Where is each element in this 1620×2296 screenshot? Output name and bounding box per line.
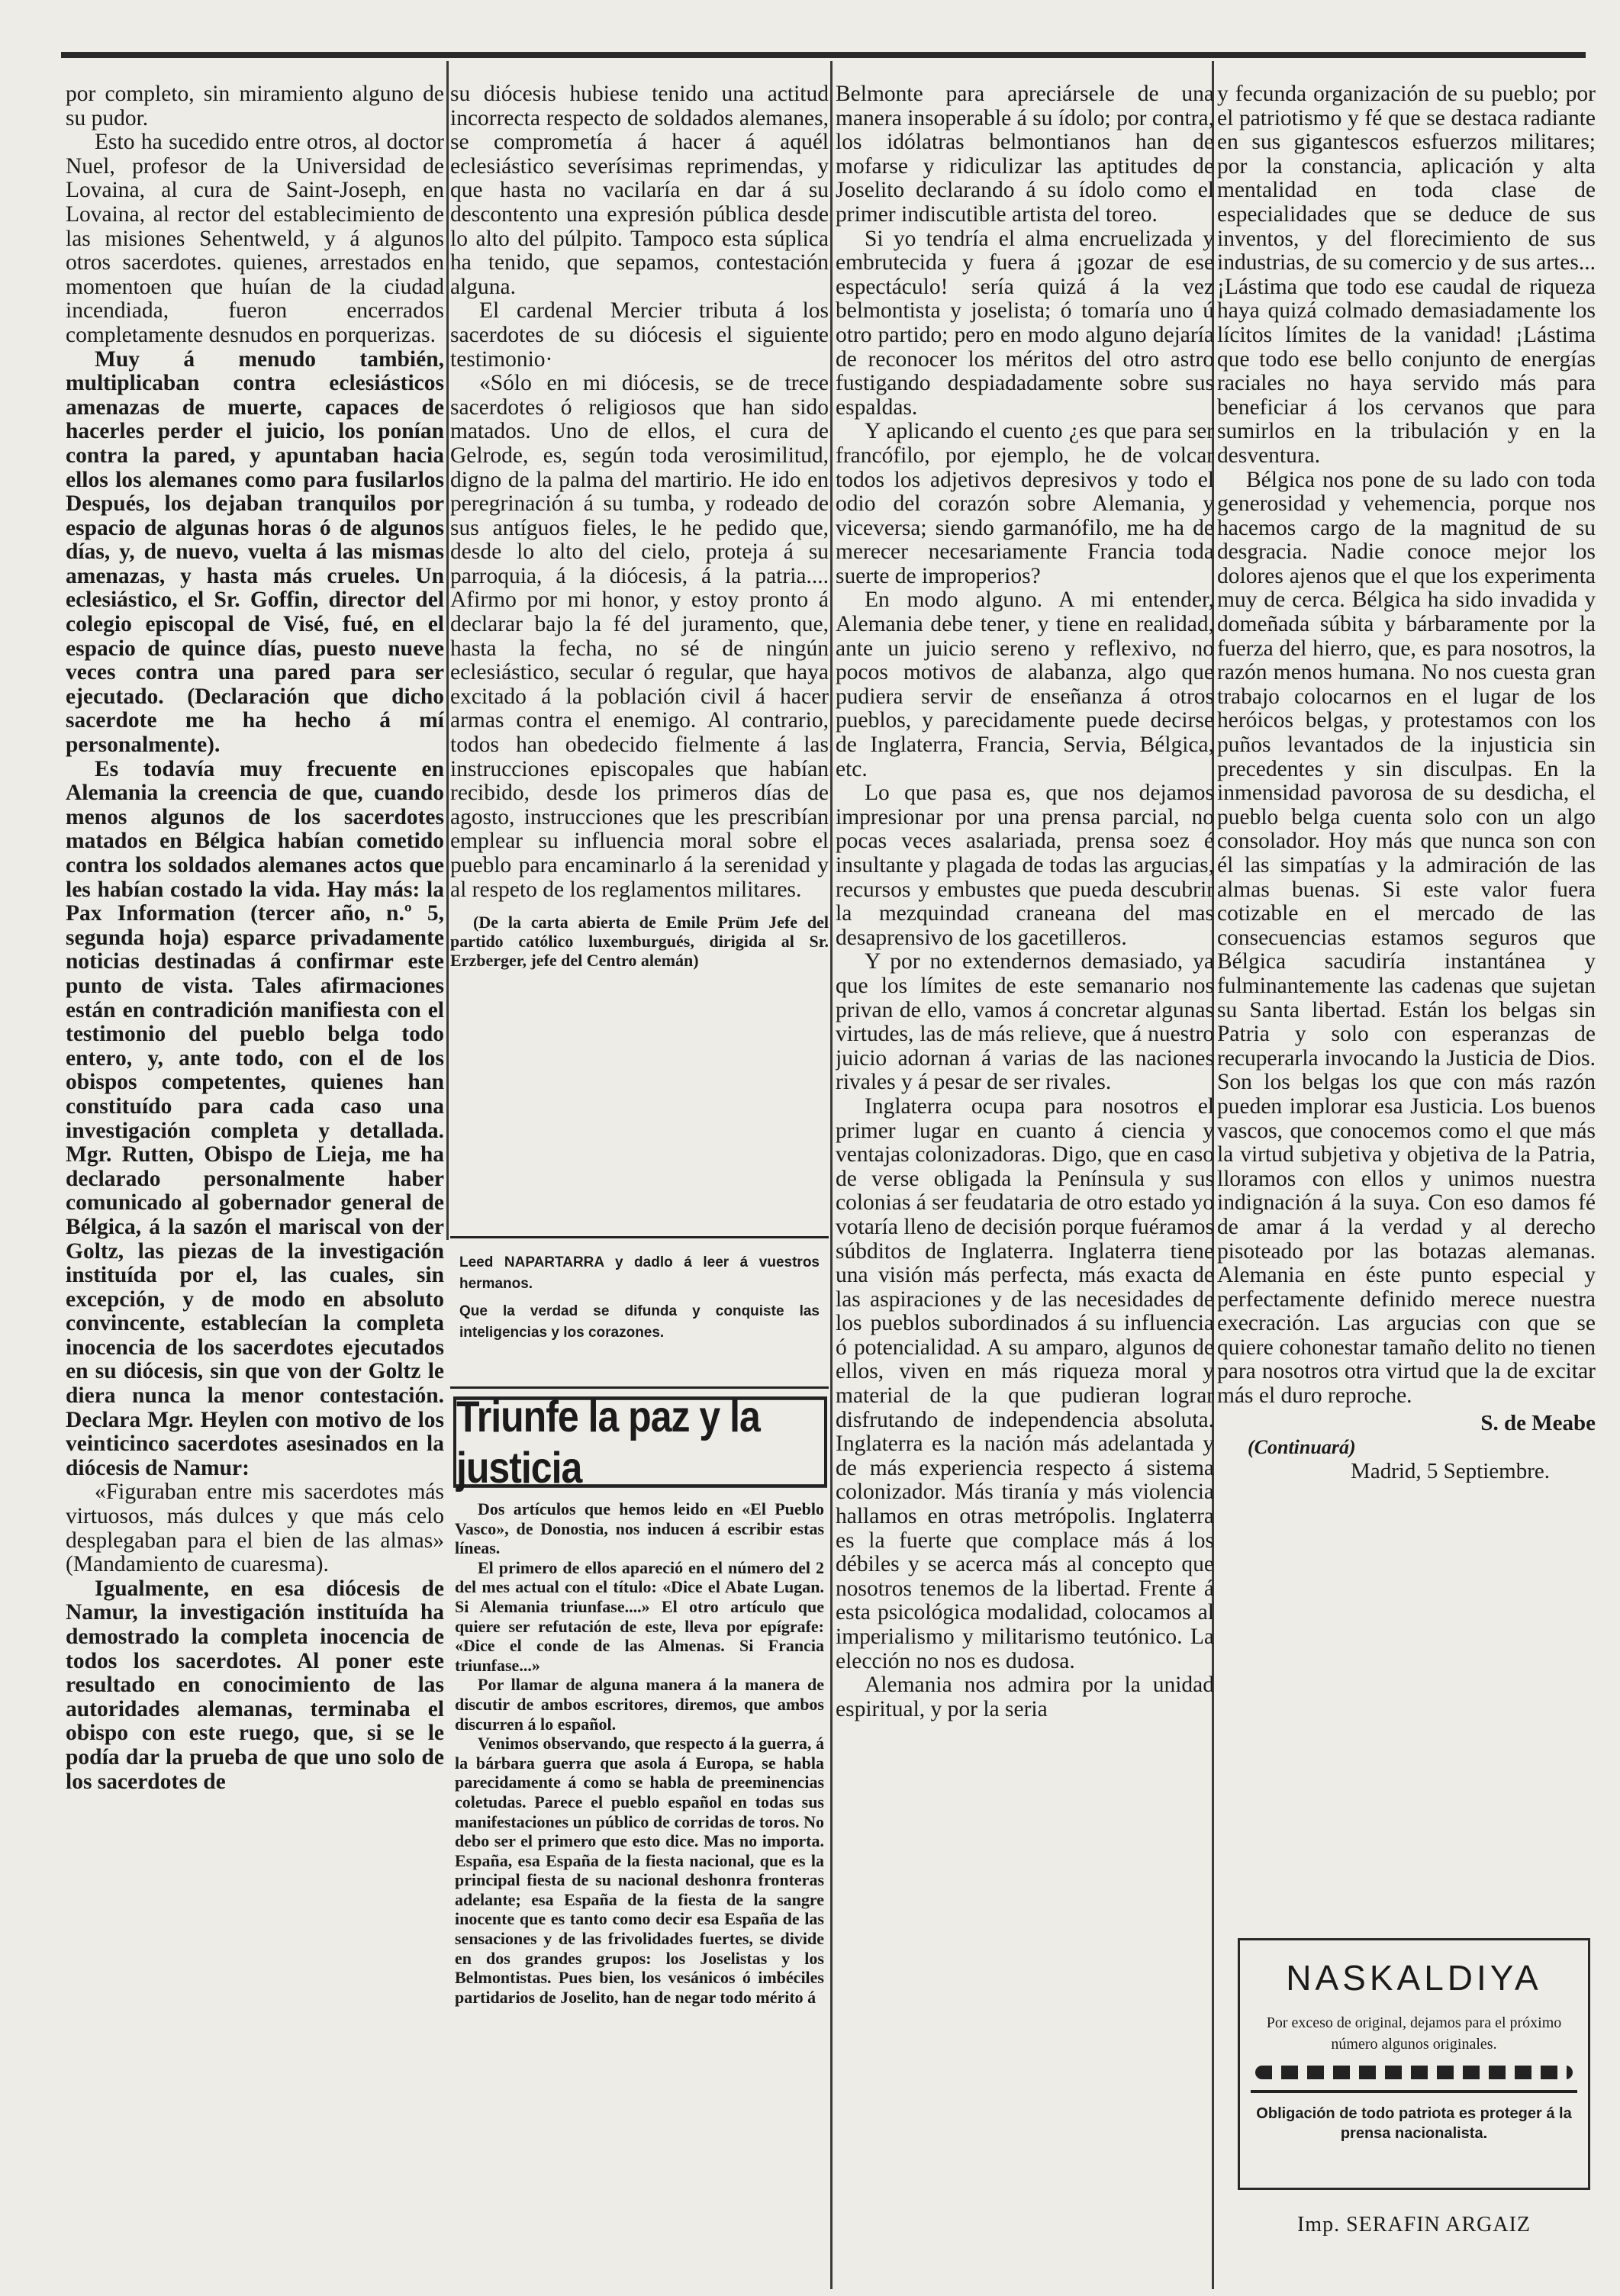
column-2 [450, 82, 829, 1242]
column-4 [1217, 82, 1596, 1937]
naskaldiya-title: NASKALDIYA [1286, 1958, 1542, 1998]
paragraph: Venimos observando, que respecto á la guerra, á la bárbara guerra que asola á Europa, se habla parecidamente á como se habla de preeminencias coletudas. Parece el pueblo español en todas sus manifestaciones un público de corridas de toros. No debo ser el primero que esto dice. Mas no importa. España, esa España de la fiesta nacional, que es la principal fiesta de su nacional deshonra fronteras adelante; esa España de la fiesta de la sangre inocente que es tanto como decir esa España de las sensaciones y de las frivolidades fuertes, se divide en dos grandes grupos: los Joselistas y los Belmontistas. Pues bien, los vesánicos ó imbéciles partidarios de Joselito, han de negar todo mérito á [455, 1734, 824, 2007]
author-signature: S. de Meabe [1480, 1410, 1596, 1435]
column-3 [836, 82, 1214, 2295]
paragraph: Lo que pasa es, que nos dejamos impresionar por una prensa parcial, no pocas veces asalariada, prensa soez é insultante y plagada de todas las argucias, recursos y embustes que pueda descubrir la mezquindad craneana del mas desaprensivo de los gacetilleros. [836, 781, 1214, 950]
letter-source: (De la carta abierta de Emile Prüm Jefe del partido católico luxemburgués, dirigida al Sr. Erzberger, jefe del Centro alemán) [450, 913, 829, 971]
ornament-divider [1255, 2066, 1573, 2079]
paragraph: y fecunda organización de su pueblo; por el patriotismo y fé que se destaca radiante en sus gigantescos esfuerzos militares; por la constancia, aplicación y alta mentalidad en toda clase de especialidades que se deduce de sus inventos, y del florecimiento de sus industrias, de su comercio y de sus artes... ¡Lástima que todo ese caudal de riqueza haya quizá colmado demasiadamente los lícitos límites de la vanidad! ¡Lástima que todo ese bello conjunto de energías raciales no haya servido más para beneficiar á los cervanos que para sumirlos en la tribulación y en la desventura. [1217, 82, 1596, 468]
paragraph: su diócesis hubiese tenido una actitud incorrecta respecto de soldados alemanes, se comprometía á hacer á aquél eclesiástico severísimas reprimendas, y que hasta no vacilaría en dar á su descontento una expresión pública desde lo alto del púlpito. Tampoco esta súplica ha tenido, que sepamos, contestación alguna. [450, 82, 829, 299]
paragraph: El primero de ellos apareció en el número del 2 del mes actual con el título: «Dice el Abate Lugan. Si Alemania triunfase....» El otro artículo que quiere ser refutación de este, lleva por epígrafe: «Dice el conde de las Almenas. Si Francia triunfase...» [455, 1557, 824, 1675]
column-1 [66, 82, 444, 2295]
paragraph: Esto ha sucedido entre otros, al doctor Nuel, profesor de la Universidad de Lovaina, al cura de Saint-Joseph, en Lovaina, al rector del establecimiento de las misiones Sehentweld, y á algunos otros sacerdotes. quienes, arrestados en momentoen que huían de la ciudad incendiada, fueron encerrados completamente desnudos en porquerizas. [66, 130, 444, 347]
paragraph: Y por no extendernos demasiado, ya que los límites de este semanario nos privan de ello, vamos á concretar algunas virtudes, las de más relieve, que á nuestro juicio adornan á varias de las naciones rivales y á pesar de ser rivales. [836, 949, 1214, 1095]
paragraph: El cardenal Mercier tributa á los sacerdotes de su diócesis el siguiente testimonio· [450, 298, 829, 372]
naskaldiya-box [1238, 1938, 1590, 2190]
column-divider [830, 61, 833, 2289]
column-divider [446, 61, 449, 1240]
article-body-triunfe [455, 1499, 824, 2278]
continued-note: (Continuará) [1248, 1436, 1356, 1459]
article-headline [453, 1392, 827, 1493]
paragraph: Por llamar de alguna manera á la manera de discutir de ambos escritores, diremos, que ambos discurren á lo español. [455, 1675, 824, 1734]
paragraph: Bélgica nos pone de su lado con toda generosidad y vehemencia, porque nos hacemos cargo de la magnitud de su desgracia. Nadie conoce mejor los dolores ajenos que el que los experimenta muy de cerca. Bélgica ha sido invadida y domeñada súbita y bárbaramente por la fuerza del hierro, que, es para nosotros, la razón menos humana. No nos cuesta gran trabajo colocarnos en el lugar de los heróicos belgas, y protestamos con los puños levantados de la injusticia sin precedentes y sin disculpas. En la inmensidad pavorosa de su desdicha, el pueblo belga cuenta solo con un algo consolador. Hoy más que nunca son con él las simpatías y la admiración de las almas buenas. Si este valor fuera cotizable en el mercado de las consecuencias estamos seguros que Bélgica sacudiría instantánea y fulminantemente las cadenas que sujetan su Santa libertad. Están los belgas sin Patria y solo con esperanzas de recuperarla invocando la Justicia de Dios. Son los belgas los que con más razón pueden implorar esa Justicia. Los buenos vascos, que conocemos como el que más la virtud subjetiva y objetiva de la Patria, lloramos con ellos y unimos nuestra indignación á la suya. Con eso damos fé de amar á la verdad y al derecho pisoteado por las botazas alemanas. Alemania en éste punto especial y perfectamente definido merece nuestra execración. Las argucias con que se quiere cohonestar tamaño delito no tienen para nosotros otra virtud que la de excitar más el duro reproche. [1217, 467, 1596, 1409]
lead-box-line-1: Leed NAPARTARRA y dadlo á leer á vuestros hermanos. [459, 1254, 820, 1292]
paragraph: Muy á menudo también, multiplicaban contra eclesiásticos amenazas de muerte, capaces de hacerles perder el juicio, los ponían contra la pared, y apuntaban hacia ellos los alemanes como para fusilarlos Después, los dejaban tranquilos por espacio de algunas horas ó de algunos días, y, de nuevo, vuelta á las mismas amenazas, y hasta más crueles. Un eclesiástico, el Sr. Goffin, director del colegio episcopal de Visé, fué, en el espacio de quince días, puesto nueve veces contra una pared para ser ejecutado. (Declaración que dicho sacerdote me ha hecho á mí personalmente). [66, 346, 444, 758]
paragraph: Es todavía muy frecuente en Alemania la creencia de que, cuando menos algunos de los sacerdotes matados en Bélgica habían cometido contra los soldados alemanes actos que les habían costado la vida. Hay más: la Pax Information (tercer año, n.º 5, segunda hoja) esparce privadamente noticias destinadas á confirmar este punto de vista. Tales afirmaciones están en contradición manifiesta con el testimonio del pueblo belga todo entero, y, ante todo, con el de los obispos competentes, quienes han constituído para cada caso una investigación completa y detallada. Mgr. Rutten, Obispo de Lieja, me ha declarado personalmente haber comunicado al gobernador general de Bélgica, á la sazón el mariscal von der Goltz, las piezas de la investigación instituída por el, las cuales, sin excepción, y de modo en absoluto convincente, establecían la completa inocencia de los sacerdotes ejecutados en su diócesis, sin que von der Goltz le diera nunca la menor contestación. Declara Mgr. Heylen con motivo de los veinticinco sacerdotes asesinados en la diócesis de Namur: [66, 756, 444, 1480]
top-rule [61, 52, 1586, 58]
paragraph: Dos artículos que hemos leido en «El Pueblo Vasco», de Donostia, nos inducen á escribir estas líneas. [455, 1499, 824, 1558]
paragraph: En modo alguno. A mi entender, Alemania debe tener, y tiene en realidad, ante un juicio sereno y reflexivo, no pocos motivos de alabanza, algo que pudiera servir de enseñanza á otros pueblos, y parecidamente puede decirse de Inglaterra, Francia, Servia, Bélgica, etc. [836, 588, 1214, 781]
lead-box [450, 1236, 829, 1389]
headline-text: Triunfe la paz y la justicia [456, 1392, 760, 1493]
naskaldiya-footer: Obligación de todo patriota es proteger á la prensa nacionalista. [1256, 2105, 1572, 2142]
naskaldiya-note: Por exceso de original, dejamos para el próximo número algunos originales. [1266, 2014, 1562, 2053]
paragraph: Si yo tendría el alma encruelizada y embrutecida y fuera á ¡gozar de ese espectáculo! sería quizá á la vez belmontista y joselista; ó tomaría uno ú otro partido; pero en modo alguno dejaría de reconocer los méritos del otro astro fustigando despiadadamente sobre sus espaldas. [836, 226, 1214, 420]
paragraph: Belmonte para apreciársele de una manera insoperable á su ídolo; por contra, los idólatras belmontianos han de mofarse y ridiculizar las aptitudes de Joselito declarando á su ídolo como el primer indiscutible artista del toreo. [836, 82, 1214, 227]
paragraph: «Sólo en mi diócesis, se de trece sacerdotes ó religiosos que han sido matados. Uno de ellos, el cura de Gelrode, es, según toda verosimilitud, digno de la palma del martirio. He ido en peregrinación á su tumba, y rodeado de sus antíguos fieles, le he pedido que, desde lo alto del cielo, proteja á su parroquia, á la diócesis, á la patria.... Afirmo por mi honor, y estoy pronto á declarar bajo la fé del juramento, que, hasta la fecha, no sé de ningún eclesiástico, secular ó regular, que haya excitado á la población civil á hacer armas contra el enemigo. Al contrario, todos han obedecido fielmente á las instrucciones episcopales que habían recibido, desde los primeros días de agosto, instrucciones que les prescribían emplear su influencia moral sobre el pueblo para encaminarlo á la serenidad y al respeto de los reglamentos militares. [450, 371, 829, 902]
paragraph: Inglaterra ocupa para nosotros el primer lugar en cuanto á ciencia y ventajas colonizadoras. Digo, que en caso de verse obligada la Península y sus colonias á ser feudataria de otro estado yo votaría lleno de decisión porque fuéramos súbditos de Inglaterra. Inglaterra tiene una visión más perfecta, más exacta de las aspiraciones y de las necesidades de los pueblos subordinados á su influencia ó potencialidad. A su amparo, algunos de ellos, viven en más riqueza moral y material de la que pudieran lograr disfrutando de independencia absoluta. Inglaterra es la nación más adelantada y de más experiencia respecto á sistema colonizador. Más tiranía y más violencia hallamos en otras metrópolis. Inglaterra es la fuerte que complace más á los débiles y se acerca más al concepto que nosotros tenemos de la libertad. Frente á esta psicológica modalidad, colocamos al imperialismo y militarismo teutónico. La elección no nos es dudosa. [836, 1093, 1214, 1673]
paragraph: Igualmente, en esa diócesis de Namur, la investigación instituída ha demostrado la completa inocencia de todos los sacerdotes. Al poner este resultado en conocimiento de las autoridades alemanas, terminaba el obispo con este ruego, que, si se le podía dar la prueba de que uno solo de los sacerdotes de [66, 1576, 444, 1794]
printer-imprint: Imp. SERAFIN ARGAIZ [1296, 2213, 1531, 2236]
paragraph: Alemania nos admira por la unidad espiritual, y por la seria [836, 1673, 1214, 1721]
lead-box-line-2: Que la verdad se difunda y conquiste las inteligencias y los corazones. [459, 1303, 820, 1341]
rule-divider [1251, 2090, 1577, 2093]
paragraph: «Figuraban entre mis sacerdotes más virtuosos, más dulces y que más celo desplegaban para el bien de las almas» (Mandamiento de cuaresma). [66, 1480, 444, 1577]
paragraph: por completo, sin miramiento alguno de su pudor. [66, 82, 444, 130]
paragraph: Y aplicando el cuento ¿es que para ser francófilo, por ejemplo, he de volcar todos los adjetivos depresivos y todo el odio del corazón sobre Alemania, y viceversa; siendo garmanófilo, me ha de merecer necesariamente Francia toda suerte de improperios? [836, 419, 1214, 588]
dateline: Madrid, 5 Septiembre. [1351, 1458, 1550, 1483]
